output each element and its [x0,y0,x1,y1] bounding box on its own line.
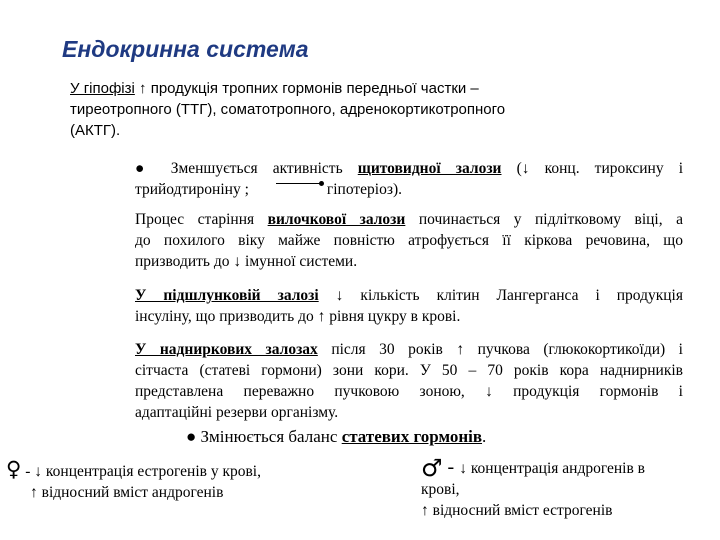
male-block [421,454,645,521]
hypophysis-line2: тиреотропного (ТТГ), соматотропного, адренокортикотропного [70,101,506,118]
thymus-line2: до похилого віку майже повністю атрофується її кіркова речовина, що [135,232,683,249]
pancreas-line2: інсуліну, що призводить до ↑ рівня цукру в крові. [135,308,461,325]
hypophysis-line3: (АКТГ). [70,122,121,139]
thyroid-gland: щитовидної залози [357,160,502,177]
thymus-suffix: починається у підлітковому віці, а [405,211,683,228]
sex-hormones-line [186,426,486,448]
thyroid-suffix: (↓ конц. тироксину і [501,160,684,177]
male-line1: ↓ концентрація андрогенів в [459,460,645,477]
female-block [6,459,261,503]
pancreas-paragraph [135,285,683,327]
thyroid-line2a: трийодтироніну ; [135,181,249,198]
female-line2: ↑ відносний вміст андрогенів [30,484,224,501]
male-dash: - [442,456,460,478]
male-symbol-icon: ♂ [421,454,443,482]
thymus-line3: призводить до ↓ імунної системи. [135,253,358,270]
thymus-gland: вилочкової залози [267,211,406,228]
male-line3: ↑ відносний вміст естрогенів [421,502,613,519]
adrenal-paragraph [135,339,683,423]
adrenal-line3: представлена переважно пучковою зоною, ↓ продукція гормонів і [135,383,683,400]
page-title: Ендокринна система [62,36,309,62]
pancreas-label: У підшлунковій залозі [135,287,319,304]
female-line1: - ↓ концентрація естрогенів у крові, [21,463,261,480]
thyroid-line2b: гіпотеріоз). [326,181,403,198]
thymus-paragraph [135,209,683,272]
adrenal-label: У надниркових залозах [135,341,318,358]
female-symbol-icon: ♀ [6,457,22,481]
adrenal-line2: сітчаста (статеві гормони) зони кори. У 50 – 70 років кора наднирників [135,362,683,379]
hypophysis-paragraph [70,78,590,141]
arrow-connector [276,183,322,184]
thyroid-paragraph [135,158,683,200]
thyroid-prefix: ● Зменшується активність [135,160,358,177]
hypophysis-line1: ↑ продукція тропних гормонів передньої частки – [134,80,479,97]
adrenal-line1: після 30 років ↑ пучкова (глюкокортикоїди) і [317,341,683,358]
pancreas-line1: ↓ кількість клітин Лангерганса і продукція [318,287,683,304]
adrenal-line4: адаптаційні резерви організму. [135,404,339,421]
sex-hormones-term: статевих гормонів [341,427,483,446]
hypophysis-label: У гіпофізі [70,80,135,97]
sex-hormones-prefix: ● Змінюється баланс [186,427,342,446]
sex-hormones-suffix: . [482,427,487,446]
thymus-prefix: Процес старіння [135,211,268,228]
male-line2: крові, [421,481,460,498]
